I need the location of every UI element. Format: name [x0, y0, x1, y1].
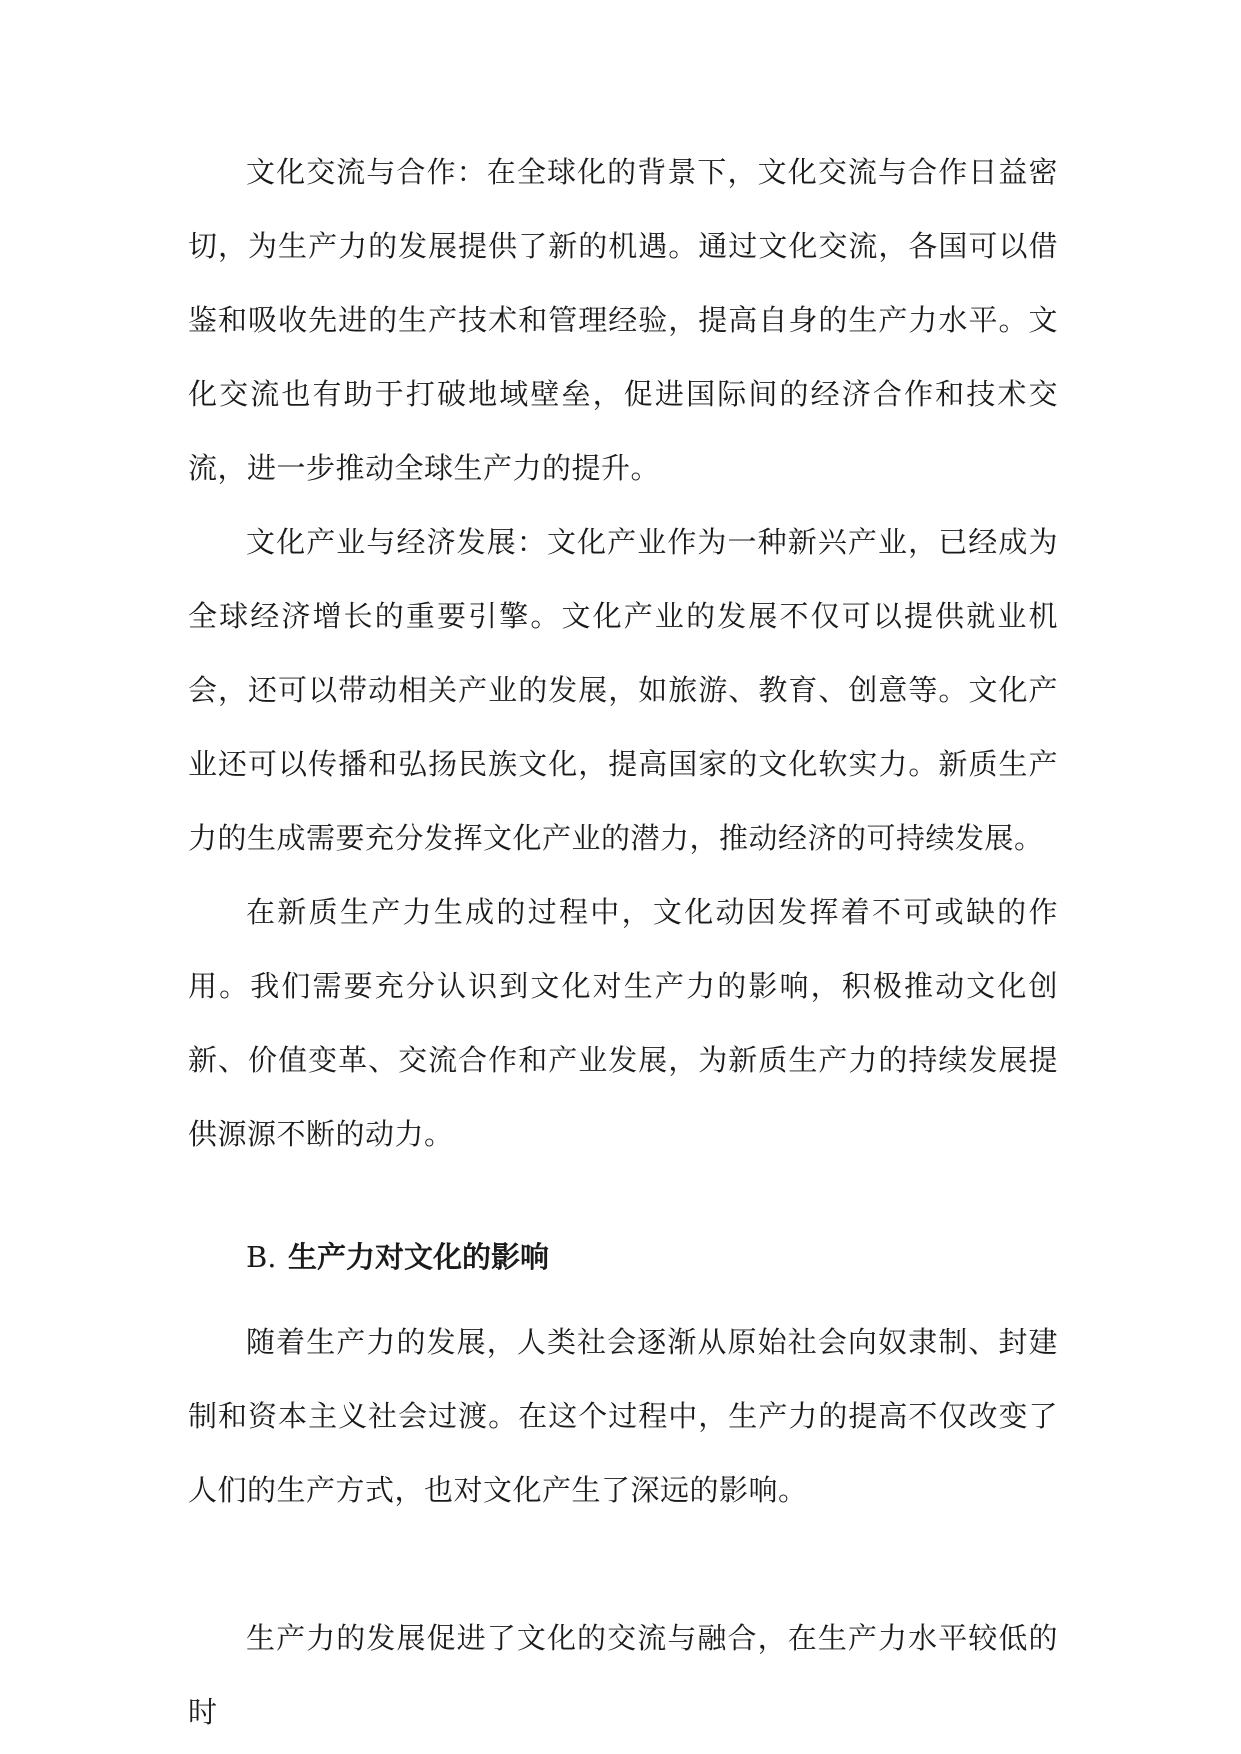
paragraph-text: 文化交流与合作：在全球化的背景下，文化交流与合作日益密切，为生产力的发展提供了新的机遇。通过文化交流，各国可以借鉴和吸收先进的生产技术和管理经验，提高自身的生产力水平。文化交流也有助于打破地域壁垒，促进国际间的经济合作和技术交流，进一步推动全球生产力的提升。 — [188, 155, 1058, 485]
paragraph-cultural-exchange — [188, 135, 1058, 505]
paragraph-social-transition — [188, 1305, 1058, 1527]
paragraph-conclusion — [188, 875, 1058, 1171]
paragraph-text: 在新质生产力生成的过程中，文化动因发挥着不可或缺的作用。我们需要充分认识到文化对生产力的影响，积极推动文化创新、价值变革、交流合作和产业发展，为新质生产力的持续发展提供源源不断的动力。 — [188, 895, 1058, 1151]
paragraph-text: 随着生产力的发展，人类社会逐渐从原始社会向奴隶制、封建制和资本主义社会过渡。在这个过程中，生产力的提高不仅改变了人们的生产方式，也对文化产生了深远的影响。 — [188, 1325, 1058, 1507]
section-title: 生产力对文化的影响 — [288, 1240, 550, 1274]
paragraph-cultural-industry — [188, 505, 1058, 875]
paragraph-text: 生产力的发展促进了文化的交流与融合，在生产力水平较低的时 — [188, 1621, 1058, 1729]
section-number: B. — [246, 1240, 277, 1274]
section-heading — [246, 1237, 549, 1277]
paragraph-text: 文化产业与经济发展：文化产业作为一种新兴产业，已经成为全球经济增长的重要引擎。文化产业的发展不仅可以提供就业机会，还可以带动相关产业的发展，如旅游、教育、创意等。文化产业还可以传播和弘扬民族文化，提高国家的文化软实力。新质生产力的生成需要充分发挥文化产业的潜力，推动经济的可持续发展。 — [188, 525, 1058, 855]
paragraph-cultural-fusion — [188, 1601, 1058, 1749]
